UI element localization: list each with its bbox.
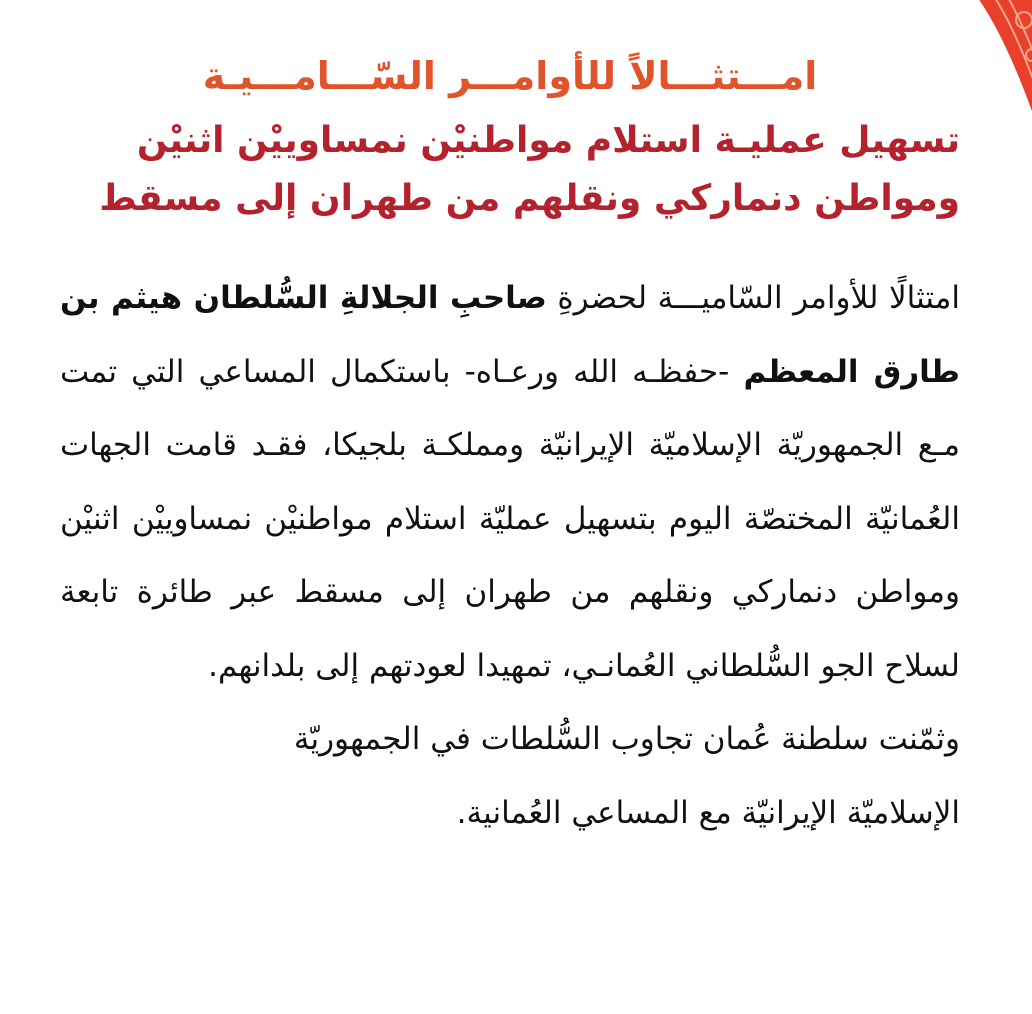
- body-intro: امتثالًا للأوامر السّاميـــة لحضرةِ: [546, 280, 961, 316]
- closing-line-1: وثمّنت سلطنة عُمان تجاوب السُّلطات في الجمهوريّة: [293, 721, 960, 757]
- headline-line-1: تسهيل عمليـة استلام مواطنيْن نمساوييْن اثنيْن: [136, 120, 960, 161]
- closing-line-2: الإسلاميّة الإيرانيّة مع المساعي العُمانية.: [456, 794, 960, 831]
- body-paragraph: [60, 262, 960, 703]
- closing-paragraph: [60, 703, 960, 850]
- article: [60, 40, 960, 850]
- headline: [60, 112, 960, 228]
- kicker-title: امـــتثـــالاً للأوامـــر السّـــامـــيـة: [202, 54, 818, 98]
- headline-line-2: ومواطن دنماركي ونقلهم من طهران إلى مسقط: [99, 178, 960, 219]
- honorific-title: صاحبِ الجلالةِ السُّلطان هيثم بن طارق المعظم: [60, 280, 961, 390]
- body-rest: -حفظـه الله ورعـاه- باستكمال المساعي التي تمت مـع الجمهوريّة الإسلاميّة الإيرانيّة ومملكـة بلجيكا، فقـد قامت الجهات العُمانيّة المختصّة اليوم بتسهيل عمليّة استلام مواطنيْن نمساوييْن اثنيْن ومواطن دنماركي ونقلهم من طهران إلى مسقط عبر طائرة تابعة لسلاح الجو السُّلطاني العُمانـي، تمهيدا لعودتهم إلى بلدانهم.: [60, 353, 960, 684]
